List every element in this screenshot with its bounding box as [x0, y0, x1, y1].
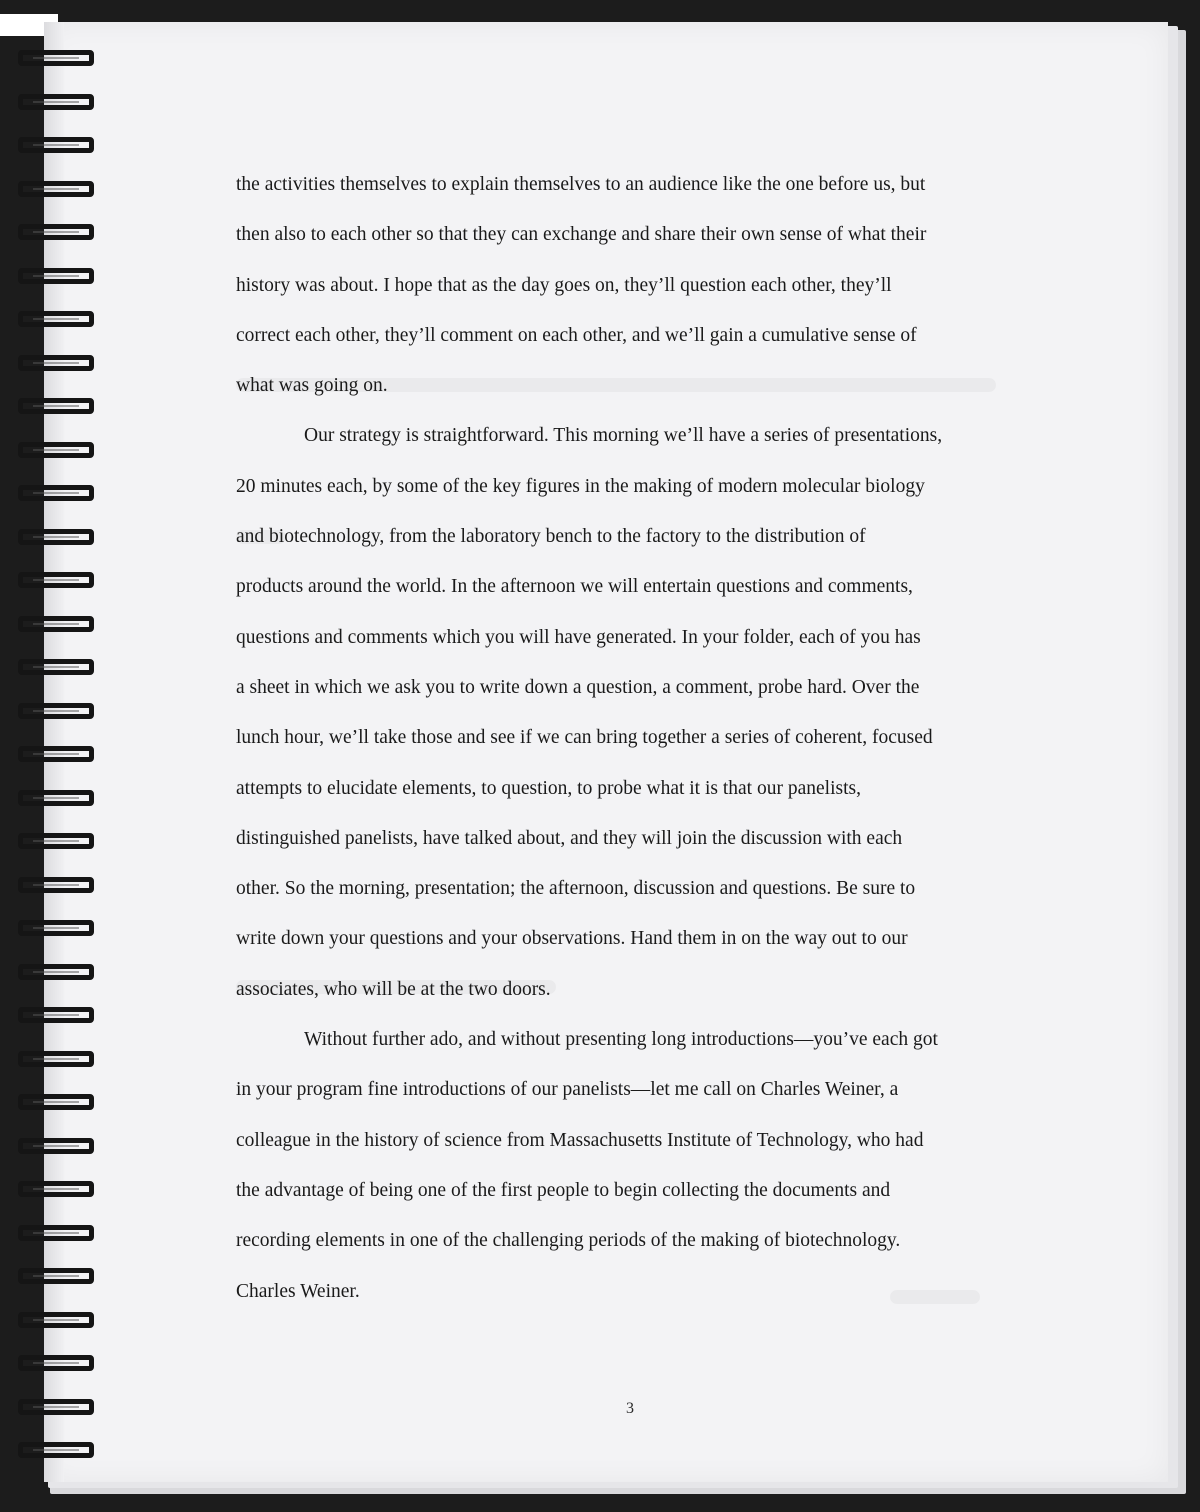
text-line: in your program fine introductions of our panelists—let me call on Charles Weiner, a: [236, 1079, 899, 1101]
text-line: what was going on.: [236, 375, 388, 397]
document-body: [236, 160, 1036, 1317]
paragraph: [236, 160, 1036, 411]
binding-coil: [18, 1007, 94, 1023]
binding-coil: [18, 1312, 94, 1328]
binding-coil: [18, 50, 94, 66]
text-line: a sheet in which we ask you to write down a question, a comment, probe hard. Over the: [236, 676, 920, 698]
text-line: the activities themselves to explain themselves to an audience like the one before us, but: [236, 174, 926, 195]
text-line: lunch hour, we’ll take those and see if we can bring together a series of coherent, focused: [236, 727, 933, 749]
text-line: history was about. I hope that as the day goes on, they’ll question each other, they’ll: [236, 274, 892, 296]
binding-coil: [18, 268, 94, 284]
binding-coil: [18, 703, 94, 719]
text-line: then also to each other so that they can exchange and share their own sense of what their: [236, 224, 927, 246]
text-line: Charles Weiner.: [236, 1280, 360, 1302]
binding-coil: [18, 224, 94, 240]
binding-coil: [18, 137, 94, 153]
binding-coil: [18, 398, 94, 414]
binding-coil: [18, 1094, 94, 1110]
binding-coil: [18, 1442, 94, 1458]
paragraph: [236, 1015, 1036, 1317]
binding-coil: [18, 94, 94, 110]
binding-coil: [18, 1051, 94, 1067]
text-line: associates, who will be at the two doors.: [236, 978, 551, 1000]
paragraph: [236, 411, 1036, 1015]
text-line: and biotechnology, from the laboratory bench to the factory to the distribution of: [236, 526, 866, 548]
binding-coil: [18, 833, 94, 849]
binding-coil: [18, 181, 94, 197]
text-line: distinguished panelists, have talked about, and they will join the discussion with each: [236, 827, 903, 849]
text-line: other. So the morning, presentation; the afternoon, discussion and questions. Be sure to: [236, 878, 916, 900]
text-line: 20 minutes each, by some of the key figures in the making of modern molecular biology: [236, 475, 925, 497]
spiral-binding: [18, 50, 98, 1490]
text-line: Without further ado, and without presenting long introductions—you’ve each got: [304, 1029, 938, 1051]
binding-coil: [18, 442, 94, 458]
text-line: Our strategy is straightforward. This morning we’ll have a series of presentations,: [304, 425, 943, 447]
text-line: correct each other, they’ll comment on each other, and we’ll gain a cumulative sense of: [236, 324, 917, 346]
binding-coil: [18, 790, 94, 806]
binding-coil: [18, 1181, 94, 1197]
binding-coil: [18, 1355, 94, 1371]
text-line: write down your questions and your observations. Hand them in on the way out to our: [236, 928, 908, 950]
binding-coil: [18, 311, 94, 327]
binding-coil: [18, 355, 94, 371]
binding-coil: [18, 964, 94, 980]
page-number: 3: [626, 1400, 634, 1417]
binding-coil: [18, 877, 94, 893]
binding-coil: [18, 746, 94, 762]
text-line: questions and comments which you will have generated. In your folder, each of you has: [236, 626, 921, 648]
binding-coil: [18, 616, 94, 632]
binding-coil: [18, 572, 94, 588]
binding-coil: [18, 1268, 94, 1284]
binding-coil: [18, 1399, 94, 1415]
text-line: products around the world. In the afternoon we will entertain questions and comments,: [236, 576, 913, 598]
text-line: colleague in the history of science from Massachusetts Institute of Technology, who had: [236, 1129, 924, 1151]
binding-coil: [18, 529, 94, 545]
text-line: attempts to elucidate elements, to question, to probe what it is that our panelists,: [236, 777, 861, 799]
binding-coil: [18, 485, 94, 501]
text-line: recording elements in one of the challenging periods of the making of biotechnology.: [236, 1230, 901, 1252]
binding-coil: [18, 1138, 94, 1154]
binding-coil: [18, 659, 94, 675]
binding-coil: [18, 1225, 94, 1241]
binding-coil: [18, 920, 94, 936]
text-line: the advantage of being one of the first people to begin collecting the documents and: [236, 1179, 891, 1201]
